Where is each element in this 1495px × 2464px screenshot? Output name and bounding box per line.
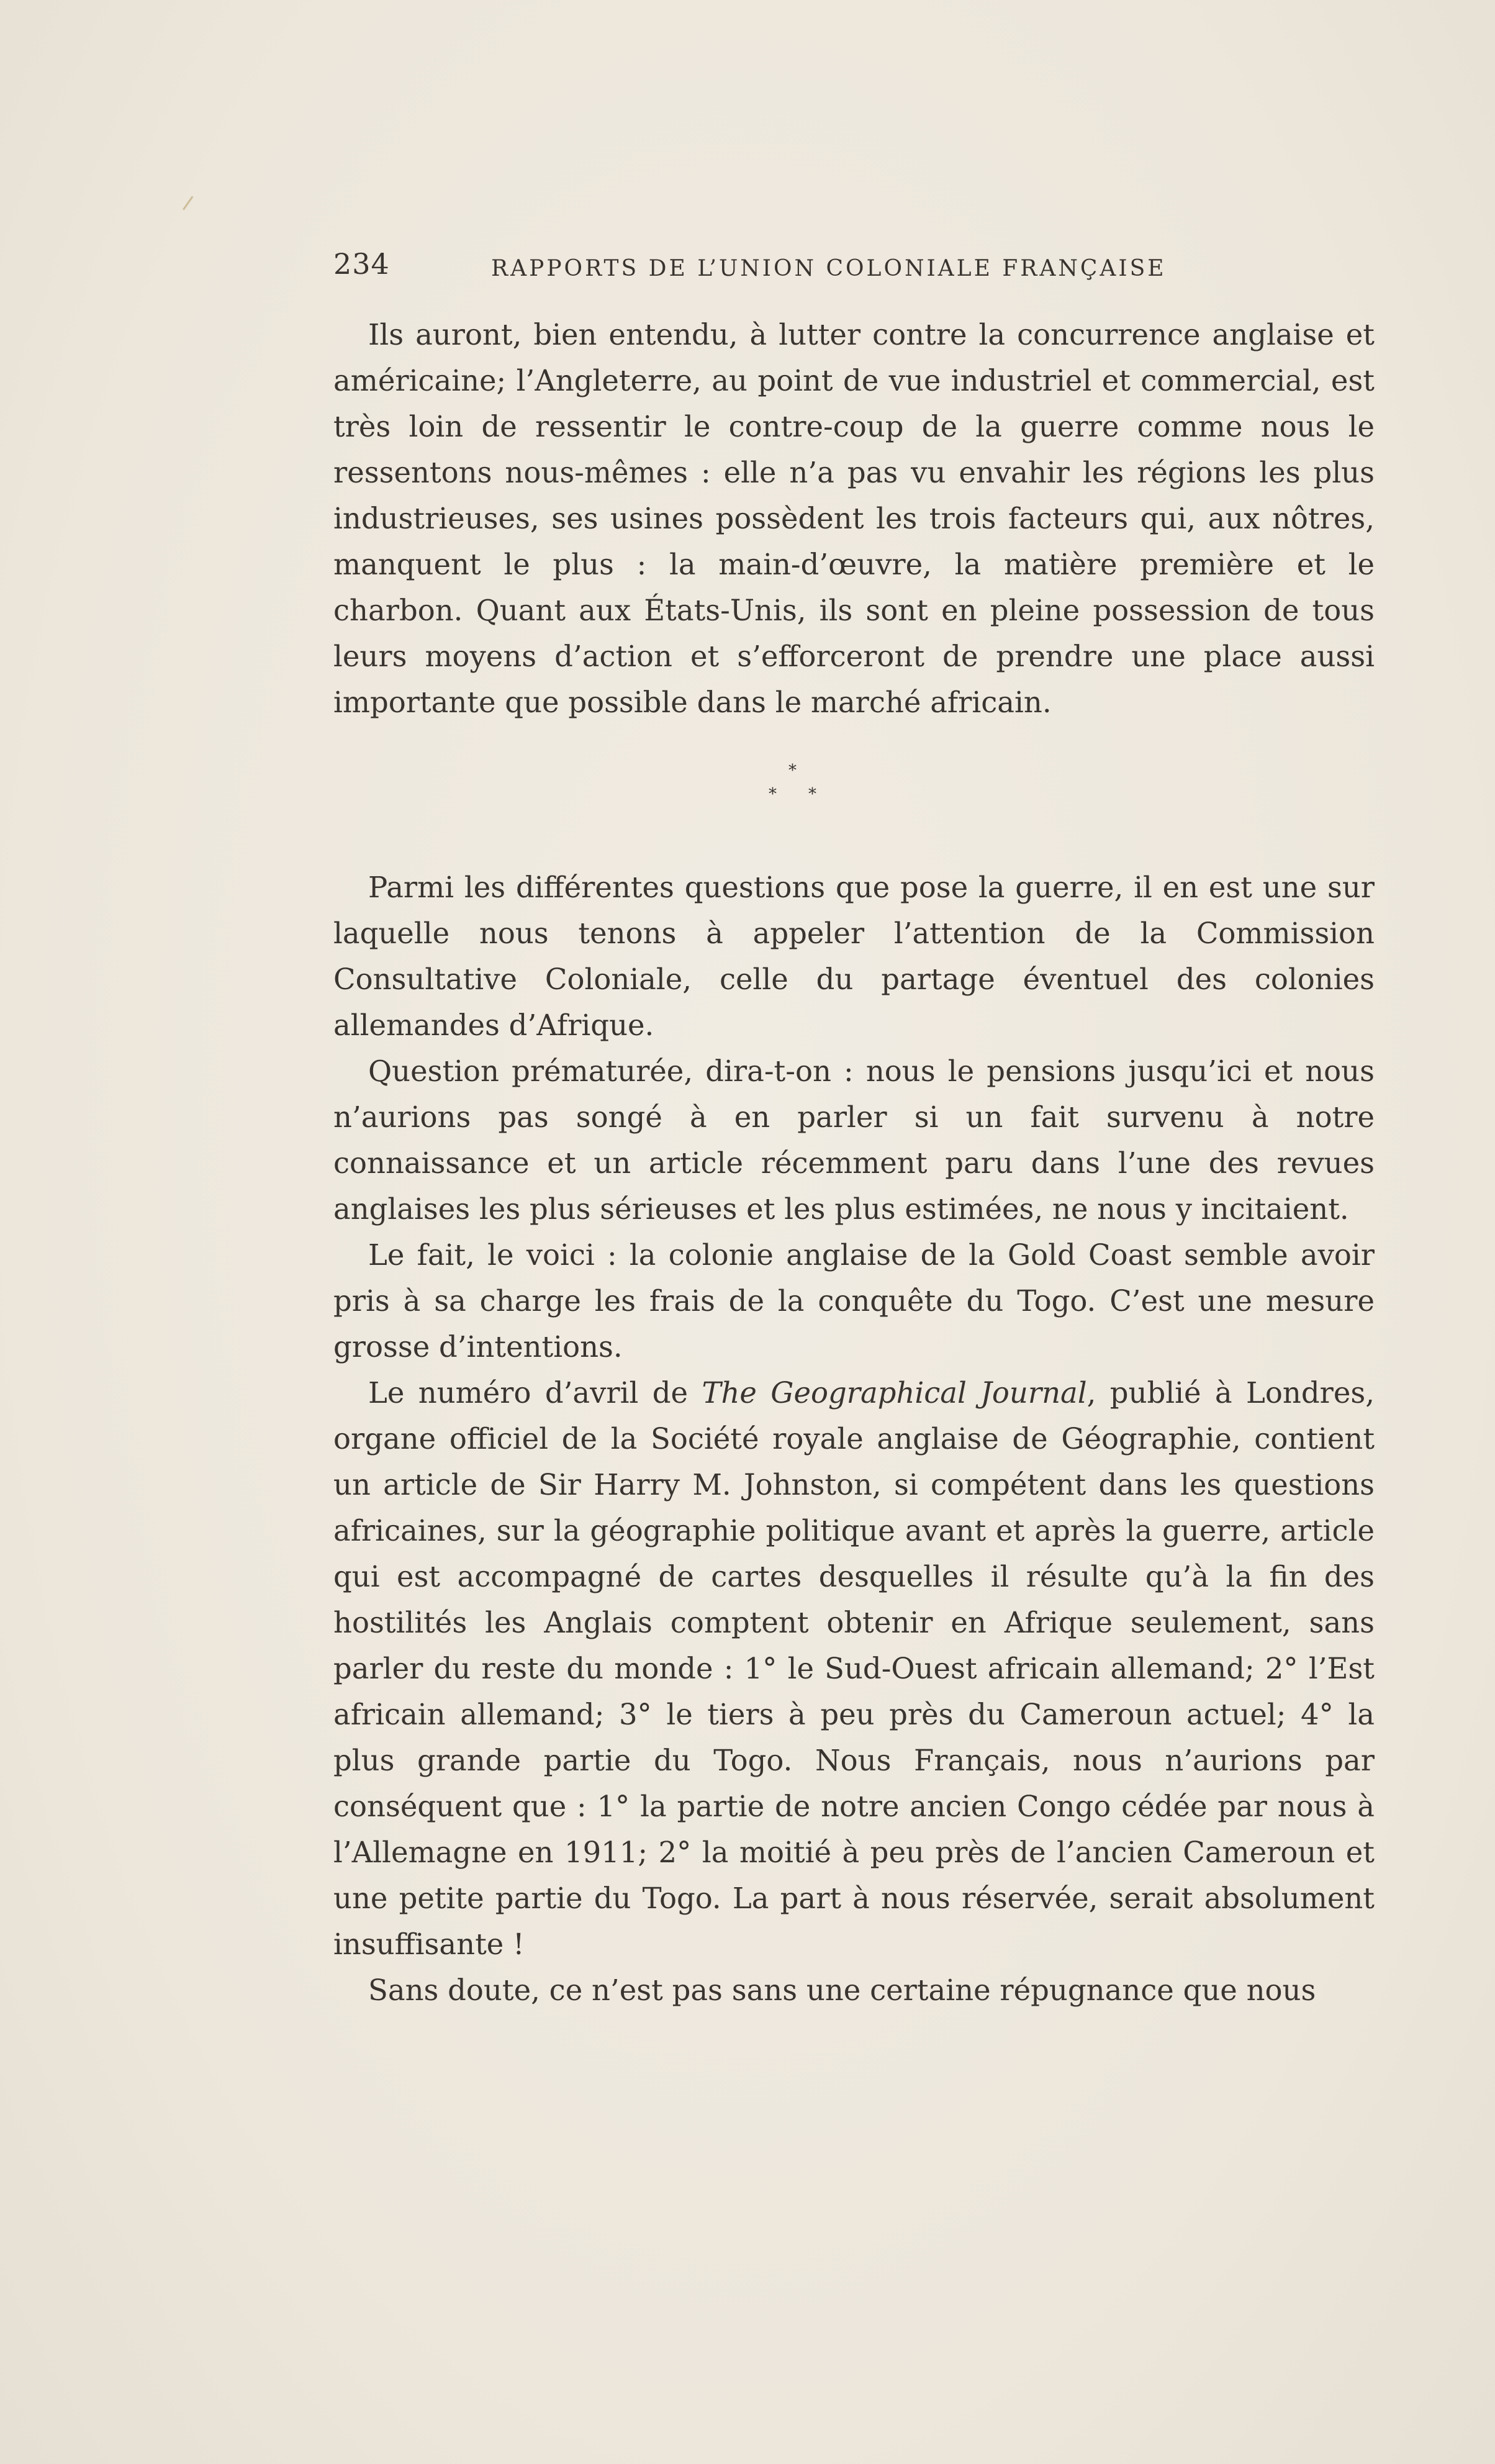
paragraph — [333, 1370, 1375, 1967]
paragraph: Ils auront, bien entendu, à lutter contre la concurrence anglaise et américaine; l’Angleterre, au point de vue industriel et commercial, est très loin de ressentir le contre-coup de la guerre comme nous le ressentons nous-mêmes : elle n’a pas vu envahir les régions les plus industrieuses, ses usines possèdent les trois facteurs qui, aux nôtres, manquent le plus : la main-d’œuvre, la matière première et le charbon. Quant aux États-Unis, ils sont en pleine possession de tous leurs moyens d’action et s’efforceront de prendre une place aussi importante que possible dans le marché africain. — [333, 318, 1375, 719]
paragraph: Sans doute, ce n’est pas sans une certaine répugnance que nous — [368, 1973, 1316, 2007]
page-number: 234 — [333, 247, 390, 281]
asterism-star: * — [769, 785, 777, 804]
paragraph: Question prématurée, dira-t-on : nous le pensions jusqu’ici et nous n’aurions pas songé à en parler si un fait survenu à notre connaissance et un article récemment paru dans l’une des revues anglaises les plus sérieuses et les plus estimées, ne nous y incitaient. — [333, 1054, 1375, 1226]
paragraph: Le fait, le voici : la colonie anglaise de la Gold Coast semble avoir pris à sa charge les frais de la conquête du Togo. C’est une mesure grosse d’intentions. — [333, 1238, 1375, 1364]
paragraph-text: Le numéro d’avril de — [368, 1376, 702, 1410]
paper-mark — [183, 196, 201, 215]
page-header — [333, 247, 1203, 284]
text-block-bottom — [333, 864, 1375, 2013]
paragraph-text: , publié à Londres, organe officiel de la Société royale anglaise de Géographie, contient un article de Sir Harry M. Johnston, si compétent dans les questions africaines, sur la géographie politique avant et après la guerre, article qui est accompagné de cartes desquelles il résulte qu’à la fin des hostilités les Anglais comptent obtenir en Afrique seulement, sans parler du reste du monde : 1° le Sud-Ouest africain allemand; 2° l’Est africain allemand; 3° le tiers à peu près du Cameroun actuel; 4° la plus grande partie du Togo. Nous Français, nous n’aurions par conséquent que : 1° la partie de notre ancien Congo cédée par nous à l’Allemagne en 1911; 2° la moitié à peu près de l’ancien Cameroun et une petite partie du Togo. La part à nous réservée, serait absolument insuffisante ! — [333, 1376, 1375, 1961]
journal-title: The Geographical Journal — [702, 1376, 1087, 1410]
text-block-top — [333, 312, 1375, 725]
section-asterism — [769, 761, 888, 806]
asterism-star: * — [788, 761, 797, 780]
running-title: RAPPORTS DE L’UNION COLONIALE FRANÇAISE — [491, 256, 1167, 281]
asterism-star: * — [808, 785, 816, 804]
paragraph: Parmi les différentes questions que pose la guerre, il en est une sur laquelle nous tenons à appeler l’attention de la Commission Consultative Coloniale, celle du partage éventuel des colonies allemandes d’Afrique. — [333, 871, 1375, 1042]
